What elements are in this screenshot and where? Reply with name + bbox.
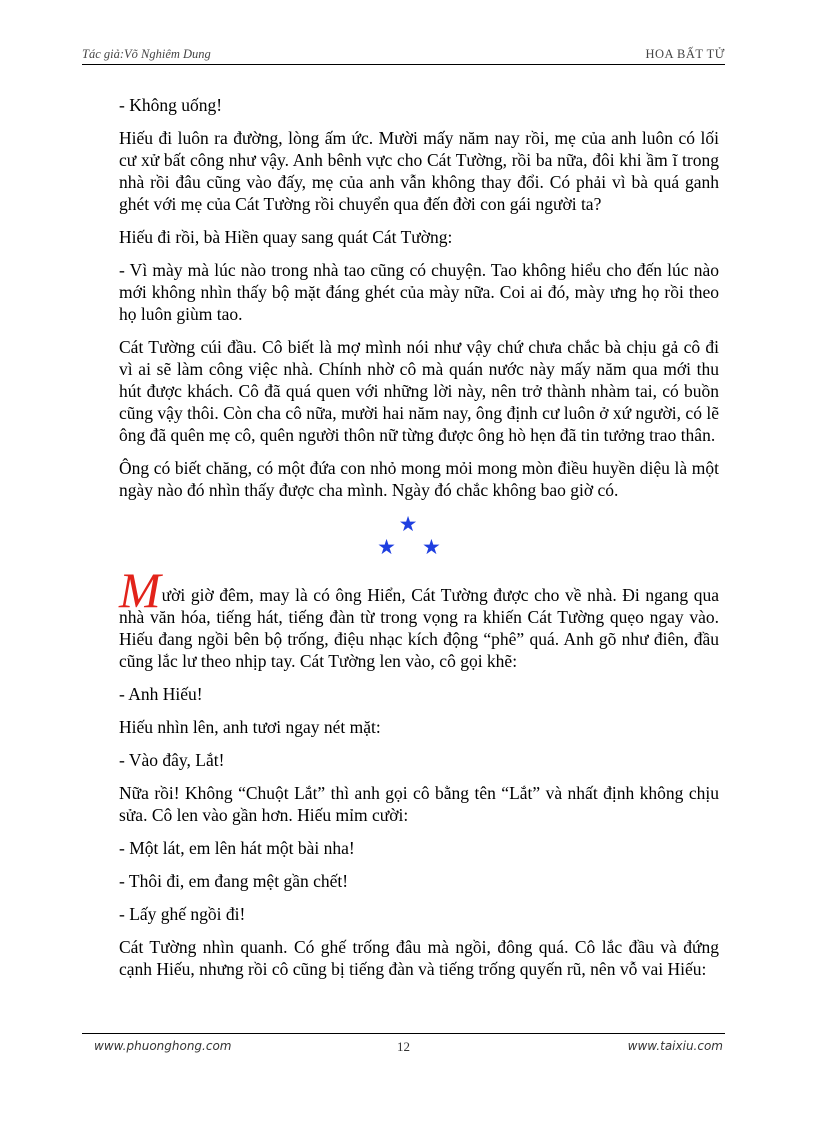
header-author: Tác giả:Võ Nghiêm Dung bbox=[82, 47, 211, 61]
paragraph: - Thôi đi, em đang mệt gần chết! bbox=[119, 871, 349, 891]
footer-right-url[interactable]: www.taixiu.com bbox=[627, 1039, 723, 1053]
star-icon: ★ bbox=[398, 512, 418, 536]
paragraph: Nữa rồi! Không “Chuột Lắt” thì anh gọi cô bằng tên “Lắt” và nhất định không chịu sửa. Cô len vào gần hơn. Hiếu mỉm cười: bbox=[119, 783, 719, 825]
paragraph: Ông có biết chăng, có một đứa con nhỏ mong mỏi mong mòn điều huyền diệu là một ngày nào đó nhìn thấy được cha mình. Ngày đó chắc không bao giờ có. bbox=[119, 458, 719, 500]
paragraph: - Một lát, em lên hát một bài nha! bbox=[119, 838, 355, 858]
drop-cap-letter: M bbox=[119, 562, 161, 618]
paragraph-text: ười giờ đêm, may là có ông Hiển, Cát Tường được cho về nhà. Đi ngang qua nhà văn hóa, tiếng hát, tiếng đàn từ trong vọng ra khiến Cát Tường quẹo ngay vào. Hiếu đang ngồi bên bộ trống, điệu nhạc kích động “phê” quá. Anh gõ như điên, đầu cũng lắc lư theo nhịp tay. Cát Tường len vào, cô gọi khẽ: bbox=[119, 585, 719, 671]
paragraph: Cát Tường cúi đầu. Cô biết là mợ mình nói như vậy chứ chưa chắc bà chịu gả cô đi vì ai sẽ làm công việc nhà. Chính nhờ cô mà quán nước này mấy năm qua mới thu hút được khách. Cô đã quá quen với những lời này, nên trở thành nhàm tai, có buồn cũng vậy thôi. Còn cha cô nữa, mười hai năm nay, ông định cư luôn ở xứ người, có lẽ ông đã quên mẹ cô, quên người thôn nữ từng được ông hò hẹn đã tin tưởng trao thân. bbox=[119, 337, 719, 445]
page-body bbox=[119, 94, 719, 991]
paragraph: - Không uống! bbox=[119, 95, 223, 115]
paragraph: Cát Tường nhìn quanh. Có ghế trống đâu mà ngồi, đông quá. Cô lắc đầu và đứng cạnh Hiếu, nhưng rồi cô cũng bị tiếng đàn và tiếng trống quyến rũ, nên vỗ vai Hiếu: bbox=[119, 937, 719, 979]
paragraph: - Vì mày mà lúc nào trong nhà tao cũng có chuyện. Tao không hiểu cho đến lúc nào mới không nhìn thấy bộ mặt đáng ghét của mày nữa. Coi ai đó, mày ưng họ rồi theo họ luôn giùm tao. bbox=[119, 260, 719, 324]
page-header bbox=[82, 46, 725, 65]
paragraph: Hiếu nhìn lên, anh tươi ngay nét mặt: bbox=[119, 717, 381, 737]
page-number: 12 bbox=[397, 1039, 410, 1054]
paragraph: Hiếu đi luôn ra đường, lòng ấm ức. Mười mấy năm nay rồi, mẹ của anh luôn có lối cư xử bất công như vậy. Anh bênh vực cho Cát Tường, rồi ba nữa, đôi khi ầm ĩ trong nhà rồi đâu cũng vào đấy, mẹ của anh vẫn không thay đổi. Có phải vì bà quá ganh ghét với mẹ của Cát Tường rồi chuyển qua đến đời con gái người ta? bbox=[119, 128, 719, 214]
header-book-title: HOA BẤT TỬ bbox=[645, 47, 725, 61]
star-icon: ★★ bbox=[377, 535, 467, 559]
paragraph: Hiếu đi rồi, bà Hiền quay sang quát Cát Tường: bbox=[119, 227, 453, 247]
page-footer bbox=[82, 1033, 725, 1054]
footer-left-url[interactable]: www.phuonghong.com bbox=[94, 1039, 232, 1053]
paragraph: - Anh Hiếu! bbox=[119, 684, 203, 704]
paragraph-dropcap bbox=[119, 562, 719, 672]
paragraph: - Lấy ghế ngồi đi! bbox=[119, 904, 246, 924]
paragraph: - Vào đây, Lắt! bbox=[119, 750, 225, 770]
section-separator bbox=[119, 513, 697, 559]
